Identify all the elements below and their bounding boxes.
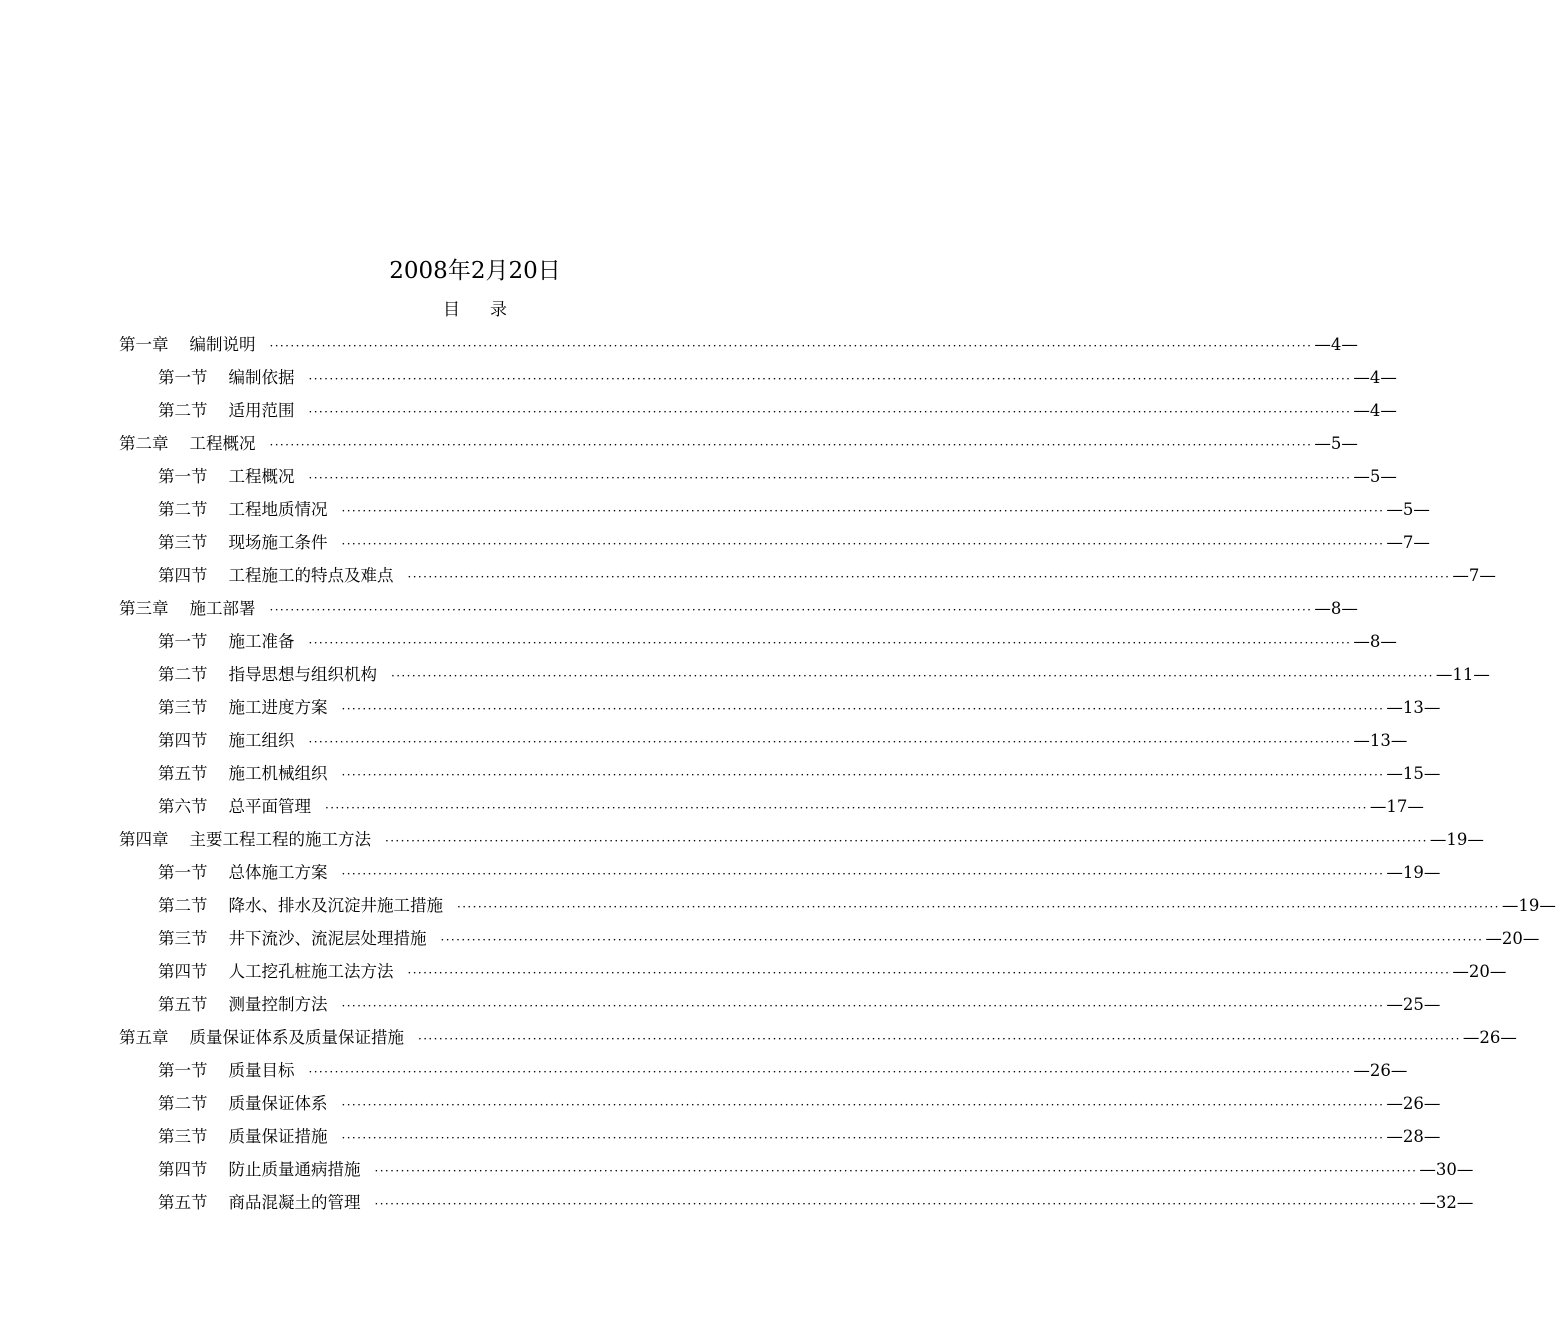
toc-section-entry[interactable] — [119, 856, 1441, 889]
toc-entry-page: —4— — [1314, 335, 1358, 354]
toc-entry-title: 编制依据 — [228, 368, 295, 387]
toc-entry-page: —5— — [1314, 434, 1358, 453]
toc-dot-leader: ········································································································································································································ — [457, 900, 1500, 914]
toc-entry-page: —15— — [1386, 764, 1441, 783]
toc-entry-title: 井下流沙、流泥层处理措施 — [228, 929, 427, 948]
toc-dot-leader: ········································································································································································································ — [308, 372, 1352, 386]
toc-dot-leader: ········································································································································································································ — [374, 1164, 1418, 1178]
toc-entry-page: —30— — [1419, 1160, 1474, 1179]
toc-section-entry[interactable] — [119, 889, 1556, 922]
toc-entry-title: 工程概况 — [228, 467, 295, 486]
toc-dot-leader: ········································································································································································································ — [308, 471, 1352, 485]
toc-entry-page: —5— — [1353, 467, 1397, 486]
toc-entry-page: —19— — [1429, 830, 1484, 849]
toc-entry-title: 适用范围 — [228, 401, 295, 420]
toc-entry-page: —26— — [1386, 1094, 1441, 1113]
toc-section-entry[interactable] — [119, 493, 1430, 526]
toc-entry-number: 第二节 — [158, 896, 208, 915]
toc-chapter-entry[interactable] — [119, 427, 1358, 460]
toc-entry-number: 第二节 — [158, 1094, 208, 1113]
toc-section-entry[interactable] — [119, 757, 1441, 790]
toc-section-entry[interactable] — [119, 1153, 1474, 1186]
toc-section-entry[interactable] — [119, 724, 1408, 757]
toc-entry-number: 第五章 — [119, 1028, 169, 1047]
toc-entry-title: 防止质量通病措施 — [228, 1160, 361, 1179]
toc-entry-title: 施工机械组织 — [228, 764, 328, 783]
toc-heading-char-1: 目 — [443, 300, 460, 320]
toc-entry-title: 测量控制方法 — [228, 995, 328, 1014]
toc-section-entry[interactable] — [119, 988, 1441, 1021]
toc-entry-page: —26— — [1462, 1028, 1517, 1047]
toc-dot-leader: ········································································································································································································ — [341, 1098, 1385, 1112]
toc-entry-number: 第五节 — [158, 764, 208, 783]
toc-entry-page: —17— — [1369, 797, 1424, 816]
toc-entry-number: 第三章 — [119, 599, 169, 618]
toc-entry-title: 质量目标 — [228, 1061, 295, 1080]
toc-entry-number: 第四节 — [158, 731, 208, 750]
toc-entry-page: —4— — [1353, 401, 1397, 420]
toc-entry-page: —8— — [1314, 599, 1358, 618]
toc-entry-title: 主要工程工程的施工方法 — [189, 830, 371, 849]
toc-section-entry[interactable] — [119, 1120, 1441, 1153]
toc-dot-leader: ········································································································································································································ — [341, 702, 1385, 716]
toc-entry-page: —7— — [1386, 533, 1430, 552]
toc-entry-title: 施工进度方案 — [228, 698, 328, 717]
toc-entry-title: 质量保证体系 — [228, 1094, 328, 1113]
toc-entry-number: 第一章 — [119, 335, 169, 354]
toc-entry-number: 第六节 — [158, 797, 208, 816]
toc-dot-leader: ········································································································································································································ — [308, 636, 1352, 650]
toc-heading-char-2: 录 — [490, 300, 507, 320]
toc-entry-title: 质量保证体系及质量保证措施 — [189, 1028, 404, 1047]
document-date: 2008年2月20日 — [389, 258, 561, 284]
toc-entry-number: 第一节 — [158, 863, 208, 882]
toc-section-entry[interactable] — [119, 625, 1397, 658]
toc-entry-number: 第一节 — [158, 467, 208, 486]
toc-dot-leader: ········································································································································································································ — [391, 669, 1434, 683]
toc-section-entry[interactable] — [119, 361, 1397, 394]
toc-entry-title: 商品混凝土的管理 — [228, 1193, 361, 1212]
toc-entry-title: 现场施工条件 — [228, 533, 328, 552]
toc-dot-leader: ········································································································································································································ — [341, 1131, 1385, 1145]
toc-dot-leader: ········································································································································································································ — [269, 438, 1313, 452]
toc-dot-leader: ········································································································································································································ — [407, 570, 1451, 584]
toc-entry-title: 施工部署 — [189, 599, 256, 618]
toc-entry-page: —7— — [1452, 566, 1496, 585]
toc-entry-number: 第二章 — [119, 434, 169, 453]
toc-entry-number: 第一节 — [158, 632, 208, 651]
toc-entry-number: 第二节 — [158, 500, 208, 519]
toc-entry-number: 第三节 — [158, 698, 208, 717]
toc-section-entry[interactable] — [119, 1186, 1474, 1219]
toc-entry-title: 工程施工的特点及难点 — [228, 566, 394, 585]
toc-entry-number: 第三节 — [158, 929, 208, 948]
toc-dot-leader: ········································································································································································································ — [374, 1197, 1418, 1211]
toc-dot-leader: ········································································································································································································ — [269, 603, 1313, 617]
toc-entry-title: 工程地质情况 — [228, 500, 328, 519]
toc-dot-leader: ········································································································································································································ — [341, 999, 1385, 1013]
toc-entry-page: —25— — [1386, 995, 1441, 1014]
toc-entry-number: 第三节 — [158, 533, 208, 552]
toc-entry-number: 第五节 — [158, 1193, 208, 1212]
toc-entry-number: 第四节 — [158, 962, 208, 981]
toc-section-entry[interactable] — [119, 394, 1397, 427]
toc-dot-leader: ········································································································································································································ — [440, 933, 1484, 947]
toc-entry-number: 第四节 — [158, 566, 208, 585]
toc-entry-page: —20— — [1485, 929, 1540, 948]
toc-section-entry[interactable] — [119, 691, 1441, 724]
toc-entry-page: —8— — [1353, 632, 1397, 651]
toc-entry-page: —13— — [1353, 731, 1408, 750]
toc-section-entry[interactable] — [119, 1087, 1441, 1120]
toc-entry-number: 第一节 — [158, 1061, 208, 1080]
toc-entry-title: 施工组织 — [228, 731, 295, 750]
toc-entry-number: 第二节 — [158, 665, 208, 684]
toc-entry-number: 第二节 — [158, 401, 208, 420]
toc-heading — [0, 297, 950, 323]
toc-entry-page: —11— — [1435, 665, 1490, 684]
toc-entry-title: 降水、排水及沉淀井施工措施 — [228, 896, 443, 915]
toc-section-entry[interactable] — [119, 922, 1540, 955]
toc-entry-page: —28— — [1386, 1127, 1441, 1146]
toc-entry-title: 人工挖孔桩施工法方法 — [228, 962, 394, 981]
toc-chapter-entry[interactable] — [119, 592, 1358, 625]
toc-entry-number: 第四章 — [119, 830, 169, 849]
toc-entry-page: —13— — [1386, 698, 1441, 717]
toc-dot-leader: ········································································································································································································ — [385, 834, 1428, 848]
toc-entry-title: 总平面管理 — [228, 797, 311, 816]
toc-entry-title: 总体施工方案 — [228, 863, 328, 882]
toc-entry-title: 施工准备 — [228, 632, 295, 651]
toc-entry-page: —5— — [1386, 500, 1430, 519]
toc-section-entry[interactable] — [119, 955, 1507, 988]
toc-entry-page: —20— — [1452, 962, 1507, 981]
toc-chapter-entry[interactable] — [119, 1021, 1517, 1054]
toc-entry-number: 第四节 — [158, 1160, 208, 1179]
toc-dot-leader: ········································································································································································································ — [325, 801, 1368, 815]
table-of-contents — [119, 328, 1556, 1219]
toc-entry-number: 第三节 — [158, 1127, 208, 1146]
toc-entry-page: —19— — [1501, 896, 1556, 915]
toc-entry-page: —19— — [1386, 863, 1441, 882]
toc-dot-leader: ········································································································································································································ — [341, 504, 1385, 518]
toc-dot-leader: ········································································································································································································ — [341, 867, 1385, 881]
toc-dot-leader: ········································································································································································································ — [308, 735, 1352, 749]
toc-entry-page: —32— — [1419, 1193, 1474, 1212]
toc-chapter-entry[interactable] — [119, 328, 1358, 361]
toc-entry-title: 指导思想与组织机构 — [228, 665, 377, 684]
toc-entry-title: 质量保证措施 — [228, 1127, 328, 1146]
toc-entry-page: —4— — [1353, 368, 1397, 387]
toc-entry-title: 编制说明 — [189, 335, 256, 354]
toc-section-entry[interactable] — [119, 790, 1424, 823]
toc-dot-leader: ········································································································································································································ — [269, 339, 1313, 353]
toc-chapter-entry[interactable] — [119, 823, 1484, 856]
toc-dot-leader: ········································································································································································································ — [407, 966, 1451, 980]
toc-entry-number: 第五节 — [158, 995, 208, 1014]
toc-section-entry[interactable] — [119, 460, 1397, 493]
toc-dot-leader: ········································································································································································································ — [308, 405, 1352, 419]
toc-section-entry[interactable] — [119, 526, 1430, 559]
toc-entry-page: —26— — [1353, 1061, 1408, 1080]
toc-dot-leader: ········································································································································································································ — [418, 1032, 1461, 1046]
toc-dot-leader: ········································································································································································································ — [341, 537, 1385, 551]
toc-section-entry[interactable] — [119, 559, 1496, 592]
toc-dot-leader: ········································································································································································································ — [308, 1065, 1352, 1079]
toc-entry-title: 工程概况 — [189, 434, 256, 453]
toc-section-entry[interactable] — [119, 1054, 1408, 1087]
toc-dot-leader: ········································································································································································································ — [341, 768, 1385, 782]
toc-entry-number: 第一节 — [158, 368, 208, 387]
toc-section-entry[interactable] — [119, 658, 1490, 691]
